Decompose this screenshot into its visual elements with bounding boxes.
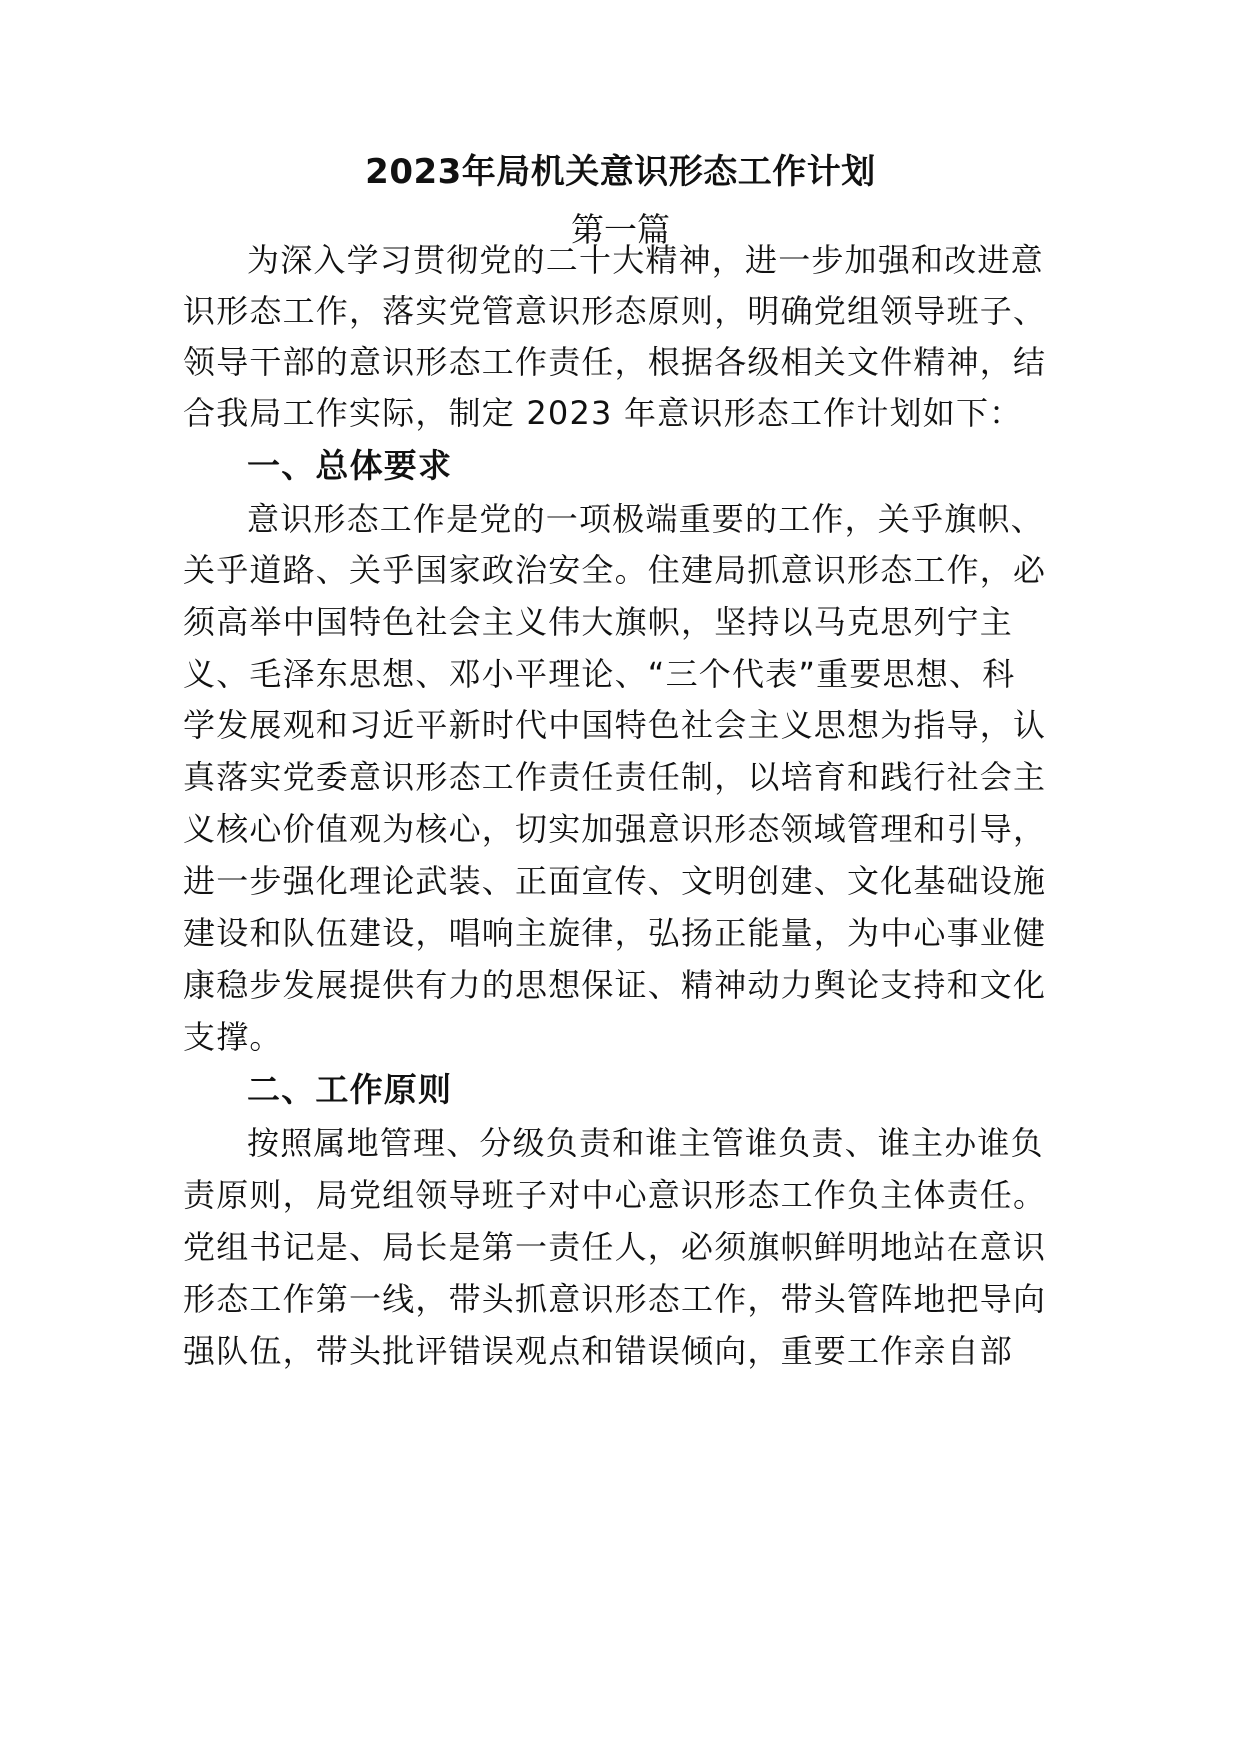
- paragraph-line: 康稳步发展提供有力的思想保证、精神动力舆论支持和文化: [183, 966, 1047, 1004]
- document-title: 2023年局机关意识形态工作计划: [365, 152, 876, 192]
- section-heading-general-requirements: 一、总体要求: [247, 446, 453, 485]
- paragraph-line: 党组书记是、局长是第一责任人，必须旗帜鲜明地站在意识: [183, 1228, 1047, 1266]
- paragraph-line: 领导干部的意识形态工作责任，根据各级相关文件精神，结: [183, 343, 1047, 381]
- paragraph-line: 形态工作第一线，带头抓意识形态工作，带头管阵地把导向: [183, 1280, 1047, 1318]
- paragraph-line: 合我局工作实际，制定 2023 年意识形态工作计划如下：: [183, 394, 1023, 432]
- paragraph-line: 进一步强化理论武装、正面宣传、文明创建、文化基础设施: [183, 862, 1047, 900]
- paragraph-line: 识形态工作，落实党管意识形态原则，明确党组领导班子、: [183, 292, 1047, 330]
- section-heading-work-principles: 二、工作原则: [247, 1070, 453, 1109]
- paragraph-line: 关乎道路、关乎国家政治安全。住建局抓意识形态工作，必: [183, 551, 1047, 589]
- paragraph-line: 学发展观和习近平新时代中国特色社会主义思想为指导，认: [183, 706, 1047, 744]
- paragraph-line: 责原则，局党组领导班子对中心意识形态工作负主体责任。: [183, 1176, 1047, 1214]
- paragraph-line: 为深入学习贯彻党的二十大精神，进一步加强和改进意: [247, 241, 1044, 279]
- document-subtitle: 第一篇: [571, 210, 670, 249]
- paragraph-line: 支撑。: [183, 1018, 283, 1056]
- paragraph-line: 义、毛泽东思想、邓小平理论、“三个代表”重要思想、科: [183, 655, 1016, 693]
- paragraph-line: 义核心价值观为核心，切实加强意识形态领域管理和引导，: [183, 810, 1047, 848]
- paragraph-line: 真落实党委意识形态工作责任责任制，以培育和践行社会主: [183, 758, 1047, 796]
- paragraph-line: 按照属地管理、分级负责和谁主管谁负责、谁主办谁负: [247, 1124, 1044, 1162]
- paragraph-line: 强队伍，带头批评错误观点和错误倾向，重要工作亲自部: [183, 1332, 1014, 1370]
- paragraph-line: 须高举中国特色社会主义伟大旗帜，坚持以马克思列宁主: [183, 603, 1014, 641]
- paragraph-line: 意识形态工作是党的一项极端重要的工作，关乎旗帜、: [247, 500, 1044, 538]
- paragraph-line: 建设和队伍建设，唱响主旋律，弘扬正能量，为中心事业健: [183, 914, 1047, 952]
